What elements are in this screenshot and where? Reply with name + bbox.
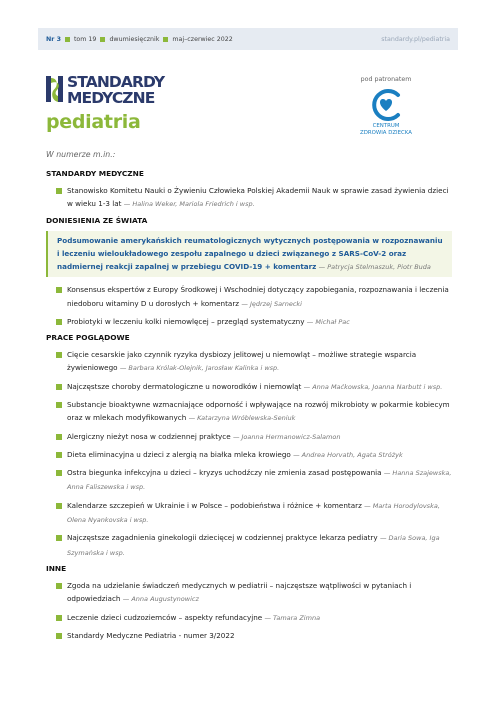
list-item[interactable]: Leczenie dzieci cudzoziemców – aspekty refundacyjne — Tamara Zimna: [56, 611, 452, 625]
bullet-square-icon: [56, 352, 62, 358]
patronage-label: pod patronatem: [360, 76, 412, 83]
section-title: PRACE POGLĄDOWE: [46, 333, 130, 343]
bullet-square-icon: [56, 535, 62, 541]
list-item[interactable]: Probiotyki w leczeniu kolki niemowlęcej – przegląd systematyczny — Michał Pac: [56, 315, 452, 329]
bullet-square-icon: [56, 615, 62, 621]
bullet-square-icon: [56, 583, 62, 589]
list-item[interactable]: Dieta eliminacyjna u dzieci z alergią na białka mleka krowiego — Andrea Horvath, Agata Stróżyk: [56, 448, 452, 462]
list-item[interactable]: Konsensus ekspertów z Europy Środkowej i Wschodniej dotyczący zapobiegania, rozpoznawania i leczenia niedoboru witaminy D u dorosłych + komentarz — Jędrzej Sarnecki: [56, 283, 452, 311]
list-item[interactable]: Standardy Medyczne Pediatria - numer 3/2022: [56, 629, 452, 642]
featured-article[interactable]: Podsumowanie amerykańskich reumatologicznych wytycznych postępowania w rozpoznawaniu i leczeniu wieloukładowego zespołu zapalnego u dzieci związanego z SARS-CoV-2 oraz nadmiernej reakcji zapalnej w przebiegu COVID-19 + komentarz — Patrycja Stelmaszuk, Piotr Buda: [46, 231, 452, 278]
issue-info: [46, 36, 233, 43]
toc-intro: W numerze m.in.:: [46, 150, 116, 159]
list-item[interactable]: Najczęstsze choroby dermatologiczne u noworodków i niemowląt — Anna Maćkowska, Joanna Narbutt i wsp.: [56, 380, 452, 394]
bullet-square-icon: [56, 503, 62, 509]
list-item[interactable]: Kalendarze szczepień w Ukrainie i w Polsce – podobieństwa i różnice + komentarz — Marta Horodylovska, Olena Nyankovska i wsp.: [56, 499, 452, 528]
bullet-square-icon: [163, 37, 168, 42]
bullet-square-icon: [56, 470, 62, 476]
list-item[interactable]: Ostra biegunka infekcyjna u dzieci – kryzys uchodźczy nie zmienia zasad postępowania — Hanna Szajewska, Anna Faliszewska i wsp.: [56, 466, 452, 495]
brand-line2: MEDYCZNE: [67, 89, 155, 107]
journal-logo: [46, 74, 206, 134]
site-link[interactable]: standardy.pl/pediatria: [381, 35, 450, 43]
list-item[interactable]: Zgoda na udzielanie świadczeń medycznych w pediatrii – najczęstsze wątpliwości w pytaniach i odpowiedziach — Anna Augustynowicz: [56, 579, 452, 607]
list-item[interactable]: Stanowisko Komitetu Nauki o Żywieniu Człowieka Polskiej Akademii Nauk w sprawie zasad żywienia dzieci w wieku 1-3 lat — Halina Weker, Mariola Friedrich i wsp.: [56, 184, 452, 212]
journal-subtitle: pediatria: [46, 111, 141, 133]
section-title: DONIESIENIA ZE ŚWIATA: [46, 215, 148, 225]
table-of-contents: [46, 150, 452, 646]
bullet-square-icon: [65, 37, 70, 42]
patronage-org-line1: CENTRUM: [372, 123, 400, 129]
issue-period: maj–czerwiec 2022: [172, 35, 233, 43]
patronage-block: [350, 76, 422, 137]
bullet-square-icon: [56, 633, 62, 639]
section-list: [56, 184, 452, 212]
list-item[interactable]: Cięcie cesarskie jako czynnik ryzyka dysbiozy jelitowej u niemowląt – możliwe strategie wsparcia żywieniowego — Barbara Królak-Olejnik, Jarosław Kalinka i wsp.: [56, 348, 452, 376]
bullet-square-icon: [56, 384, 62, 390]
bullet-square-icon: [56, 287, 62, 293]
issue-volume: tom 19: [73, 35, 97, 43]
heart-logo-icon: [368, 89, 404, 121]
bullet-square-icon: [56, 188, 62, 194]
bullet-square-icon: [56, 402, 62, 408]
brand-line1: STANDARDY: [67, 73, 165, 91]
section-list: [56, 348, 452, 560]
section-list: [56, 579, 452, 642]
bullet-square-icon: [100, 37, 105, 42]
section-title: STANDARDY MEDYCZNE: [46, 169, 144, 178]
section-list: [56, 283, 452, 329]
bullet-square-icon: [56, 452, 62, 458]
list-item[interactable]: Alergiczny nieżyt nosa w codziennej praktyce — Joanna Hermanowicz-Salamon: [56, 430, 452, 444]
issue-number: Nr 3: [46, 35, 61, 43]
list-item[interactable]: Substancje bioaktywne wzmacniające odporność i wpływające na rozwój mikrobioty w pokarmie kobiecym oraz w mlekach modyfikowanych — Katarzyna Wróblewska-Seniuk: [56, 398, 452, 426]
bullet-square-icon: [56, 434, 62, 440]
list-item[interactable]: Najczęstsze zagadnienia ginekologii dziecięcej w codziennej praktyce lekarza pediatry — Daria Sowa, Iga Szymańska i wsp.: [56, 531, 452, 560]
issue-header-bar: [38, 28, 458, 50]
standardy-logo-icon: [46, 74, 64, 106]
issue-frequency: dwumiesięcznik: [109, 35, 160, 43]
section-title: INNE: [46, 563, 67, 573]
patronage-org-line2: ZDROWIA DZIECKA: [360, 130, 412, 136]
bullet-square-icon: [56, 319, 62, 325]
